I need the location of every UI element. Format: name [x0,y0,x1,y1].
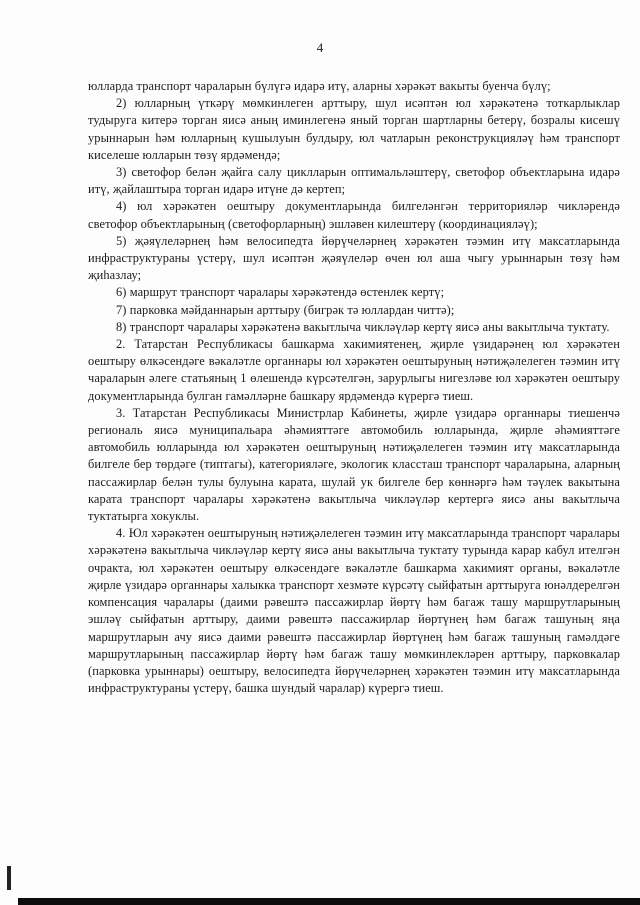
paragraph-section-2: 2. Татарстан Республикасы башкарма хакимиятенең, җирле үзидарәнең юл хәрәкәтен оештыру өлкәсендәге вәкаләтле органнары юл хәрәкәтен оештыруның нәтиҗәлелеген тәэмин итү чараларын әлеге статьяның 1 өлешендә күрсәтелгән, зарурлыгы нигезләве юл хәрәкәтен оештыру документларында булган гамәлләрне башкару ярдәмендә күрергә тиеш. [88,337,620,403]
paragraph-item-6: 6) маршрут транспорт чаралары хәрәкәтендә өстенлек кертү; [116,285,445,300]
paragraph-continuation: юлларда транспорт чараларын бүлүгә идарә итү, аларны хәрәкәт вакыты буенча бүлү; [88,79,551,93]
paragraph-item-8: 8) транспорт чаралары хәрәкәтенә вакытлыча чикләүләр кертү яисә аны вакытлыча туктату. [116,319,610,334]
document-body [88,78,620,697]
paragraph-item-7: 7) парковка мәйданнарын арттыру (бигрәк тә юллардан читтә); [116,302,455,317]
paragraph-item-2: 2) юлларның үткәрү мөмкинлеген арттыру, шул исәптән юл хәрәкәтенә тоткарлыклар тудыруга китерә торган яисә аның иминлегенә яный торган шартларны бетерү, бозралы кисешү урыннарын һәм юлларның кушылуын булдыру, юл чатларын реконструкцияләү һәм транспорт киселеше юлларын төзү ярдәмендә; [88,96,620,162]
paragraph-section-3: 3. Татарстан Республикасы Министрлар Кабинеты, җирле үзидарә органнары тиешенчә региональ яисә муниципальара әһәмияттәге автомобиль юлларында, җирле әһәмияттәге автомобиль юлларында юл хәрәкәтен оештыруның нәтиҗәлелеген тәэмин итү максатларында билгеле бер төрдәге (типтагы), категорияләге, экологик классташ транспорт чараларына, аларның пассажирлар белән тулы булуына карата, шулай ук билгеле бер көннәргә һәм тәүлек вакытына карата транспорт чаралары хәрәкәтенә вакытлыча чикләүләр кертергә яисә аны вакытлыча туктатырга хокуклы. [88,405,620,524]
page-number: 4 [316,40,324,55]
paragraph-section-4: 4. Юл хәрәкәтен оештыруның нәтиҗәлелеген тәэмин итү максатларында транспорт чаралары хәрәкәтенә вакытлыча чикләүләр кертү яисә аны вакытлыча туктату турында карар кабул ителгән очракта, юл хәрәкәтен оештыру өлкәсендәге вәкаләтле башкарма хакимият органы, вәкаләтле җирле үзидарә органнары халыкка транспорт хезмәте күрсәтү сыйфатын арттыруга юнәлдерелгән компенсация чаралары (даими рәвештә пассажирлар йөртү һәм багаж ташу маршрутларының эшләү сыйфатын арттыру, даими рәвештә пассажирлар йөртүнең һәм багаж ташуның яңа маршрутларын ачу яисә даими рәвештә пассажирлар йөртүнең һәм багаж ташуның гамәлдәге маршрутларының пассажирлар йөртү һәм багаж ташу мөмкинлекләрен арттыру, парковкалар (парковка урыннары) оештыру, велосипедта йөрүчеләрнең хәрәкәтен тәэмин итү максатларында инфраструктураны үстерү, башка шундый чаралар) күрергә тиеш. [88,526,620,696]
scan-edge-mark [7,866,11,890]
scan-bottom-border [18,898,640,905]
paragraph-item-5: 5) җәяүлеләрнең һәм велосипедта йөрүчеләрнең хәрәкәтен тәэмин итү максатларында инфраструктураны үстерү, шул исәптән җәяүлеләр өчен юл аша чыгу урыннарын төзү һәм җиһазлау; [88,233,620,283]
paragraph-item-4: 4) юл хәрәкәтен оештыру документларында билгеләнгән территорияләр чикләрендә светофор объектларының (светофорларның) эшләвен килештерү (координацияләү); [88,199,620,231]
paragraph-item-3: 3) светофор белән җайга салу циклларын оптимальләштерү, светофор объектларына идарә итү, җайлаштыра торган идарә итүне дә кертеп; [88,165,620,197]
